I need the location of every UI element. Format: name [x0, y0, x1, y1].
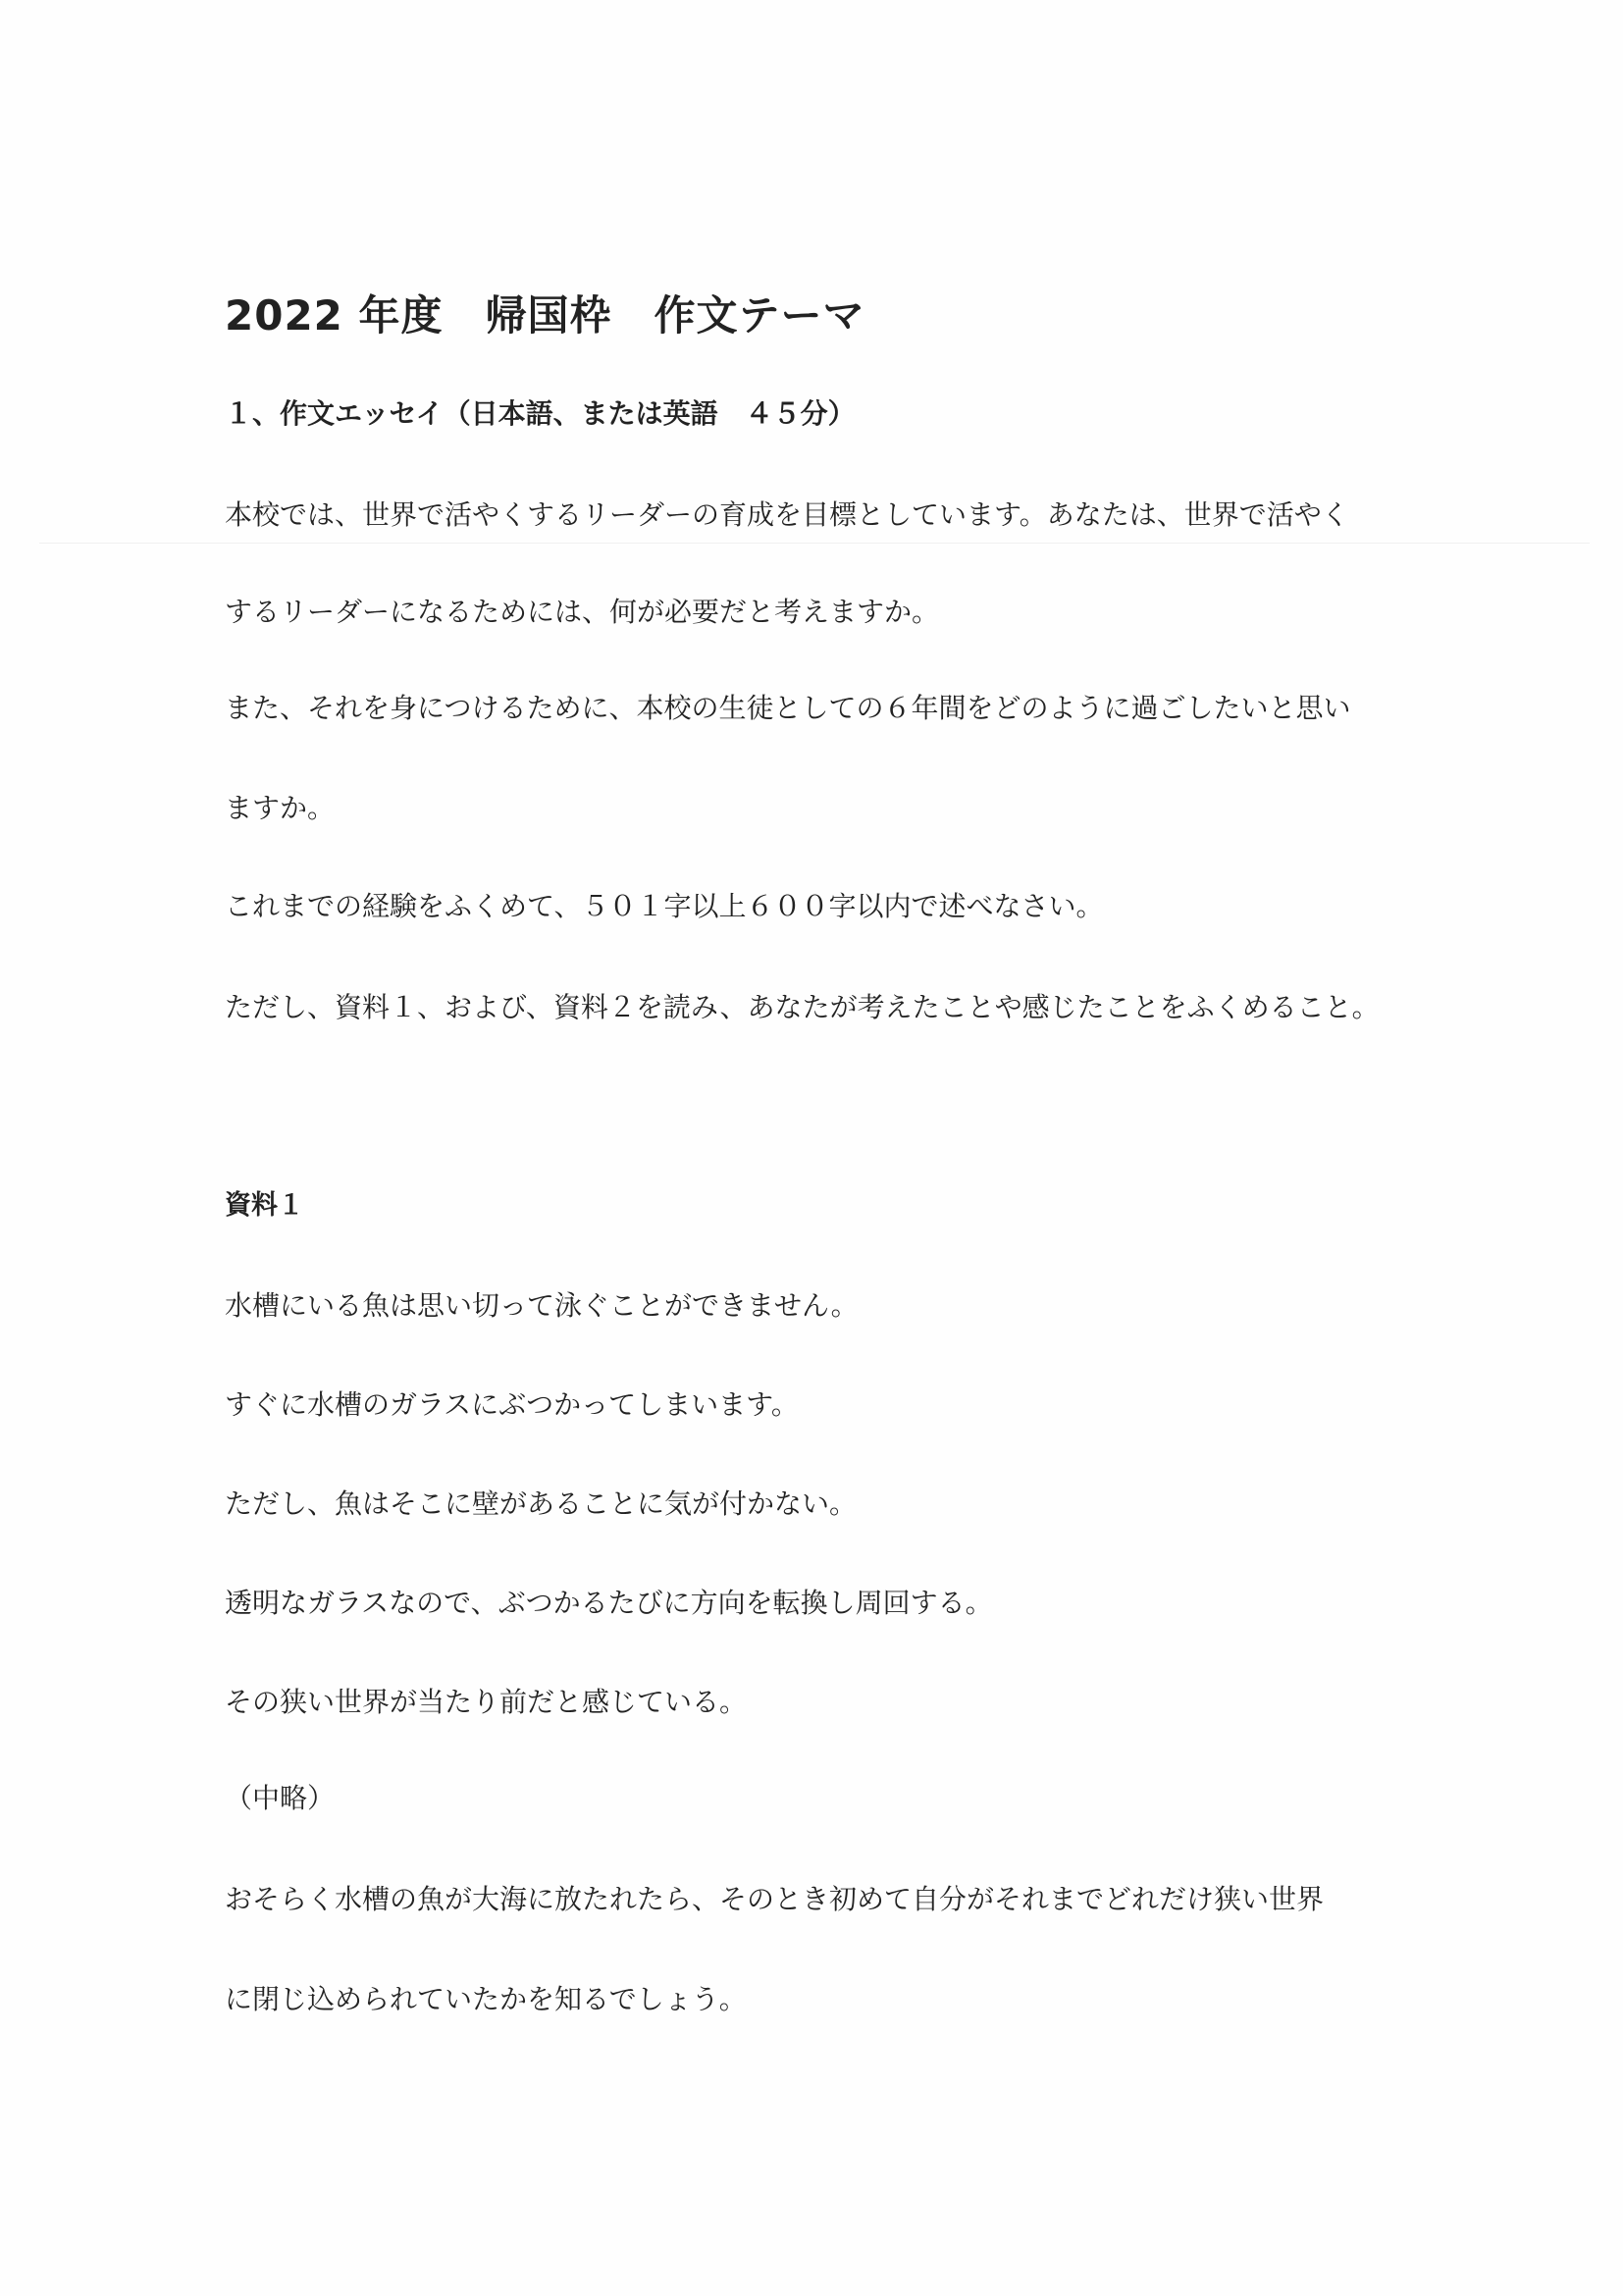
material-line: その狭い世界が当たり前だと感じている。 — [225, 1686, 748, 1718]
prompt-line: 本校では、世界で活やくするリーダーの育成を目標としています。あなたは、世界で活やく — [225, 498, 1349, 531]
prompt-line: ただし、資料１、および、資料２を読み、あなたが考えたことや感じたことをふくめること。 — [225, 991, 1380, 1023]
prompt-line: また、それを身につけるために、本校の生徒としての６年間をどのように過ごしたいと思い — [225, 692, 1351, 724]
prompt-line: するリーダーになるためには、何が必要だと考えますか。 — [225, 596, 940, 628]
material-line: （中略） — [225, 1782, 336, 1814]
scan-artifact-line — [39, 543, 1590, 544]
material-line: に閉じ込められていたかを知るでしょう。 — [225, 1983, 747, 2015]
material-line: おそらく水槽の魚が大海に放たれたら、そのとき初めて自分がそれまでどれだけ狭い世界 — [225, 1883, 1325, 1915]
material-line: 水槽にいる魚は思い切って泳ぐことができません。 — [225, 1289, 859, 1322]
prompt-line: これまでの経験をふくめて、５０１字以上６００字以内で述べなさい。 — [225, 890, 1104, 922]
prompt-line: ますか。 — [225, 792, 336, 824]
section-heading: １、作文エッセイ（日本語、または英語 ４５分） — [225, 397, 856, 430]
material-line: 透明なガラスなので、ぶつかるたびに方向を転換し周回する。 — [225, 1587, 993, 1619]
material-line: すぐに水槽のガラスにぶつかってしまいます。 — [225, 1388, 799, 1421]
page-title: 2022 年度 帰国枠 作文テーマ — [225, 291, 865, 339]
material-line: ただし、魚はそこに壁があることに気が付かない。 — [225, 1487, 858, 1520]
material-label: 資料１ — [225, 1190, 304, 1221]
